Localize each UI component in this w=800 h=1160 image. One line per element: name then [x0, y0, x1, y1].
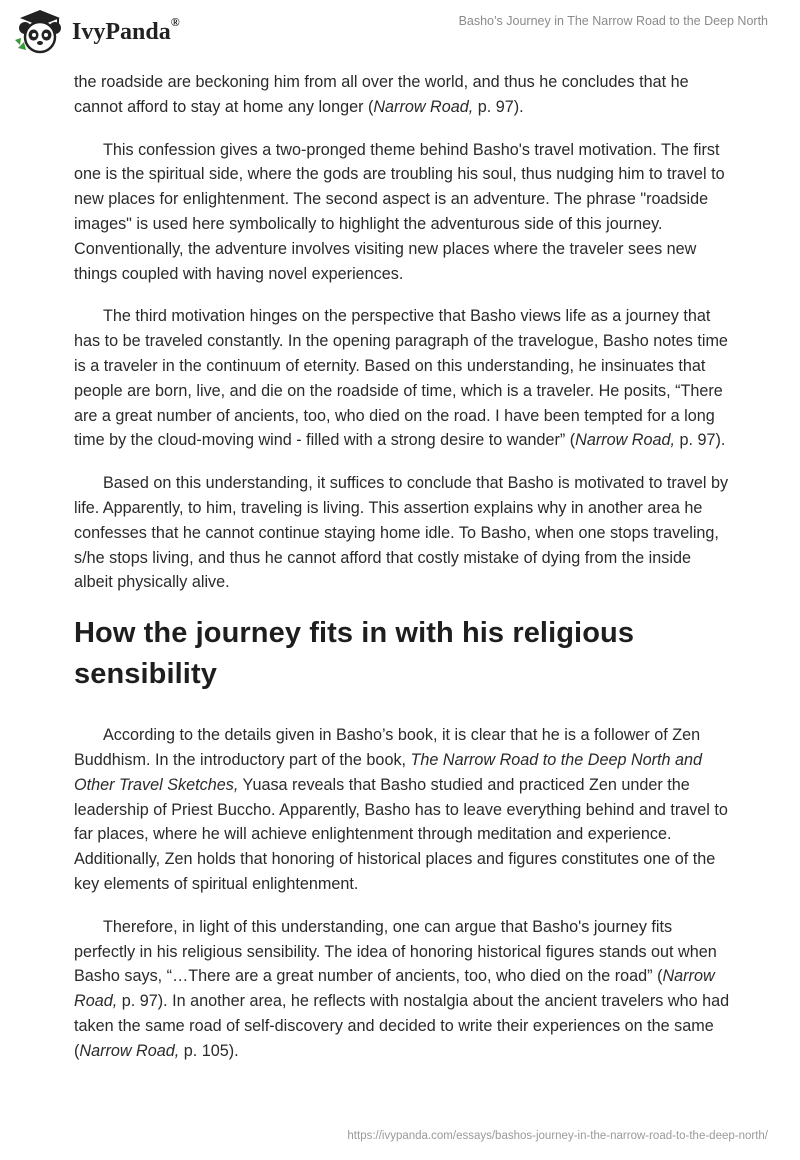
section-heading: How the journey fits in with his religious sensibility — [74, 617, 635, 691]
paragraph-6: Therefore, in light of this understanding, one can argue that Basho's journey fits perfectly in his religious sensibility. The idea of honoring historical figures stands out when Basho says, “…There are a great number of ancients, too, who died on the road” (Narrow Road, p. 97). In another area, he reflects with nostalgia about the ancient travelers who had taken the same road of self-discovery and decided to write their experiences on the same (Narrow Road, p. 105). — [74, 917, 730, 1060]
paragraph-2: This confession gives a two-pronged theme behind Basho's travel motivation. The first one is the spiritual side, where the gods are troubling his soul, thus nudging him to travel to new places for enlightenment. The second aspect is an adventure. The phrase "roadside images" is used here symbolically to highlight the adventurous side of this journey. Conventionally, the adventure involves visiting new places where the traveler sees new things coupled with having novel experiences. — [74, 140, 725, 283]
brand-name: IvyPanda® — [72, 14, 180, 45]
citation-title: Narrow Road, — [575, 431, 676, 450]
paragraph-5: According to the details given in Basho’s book, it is clear that he is a follower of Zen Buddhism. In the introductory part of the book, The Narrow Road to the Deep North and Other Travel Sketches, Yuasa reveals that Basho studied and practiced Zen under the leadership of Priest Buccho. Apparently, Basho has to leave everything behind and travel to far places, where he will achieve enlightenment through meditation and experience. Additionally, Zen holds that honoring of historical places and figures constitutes one of the key elements of spiritual enlightenment. — [74, 726, 728, 893]
citation-title: Narrow Road, — [373, 97, 474, 116]
page-header — [0, 0, 800, 70]
document-title: Basho’s Journey in The Narrow Road to the Deep North — [458, 14, 768, 28]
citation-title: Narrow Road, — [74, 967, 715, 1011]
paragraph-4: Based on this understanding, it suffices to conclude that Basho is motivated to travel by life. Apparently, to him, traveling is living. This assertion explains why in another area he confesses that he cannot continue staying home idle. To Basho, when one stops traveling, s/he stops living, and thus he cannot afford that costly mistake of dying from the inside albeit physically alive. — [74, 474, 729, 592]
registered-mark: ® — [170, 14, 180, 29]
paragraph-1: the roadside are beckoning him from all over the world, and thus he concludes that he cannot afford to stay at home any longer (Narrow Road, p. 97). — [74, 73, 689, 116]
essay-body — [74, 70, 734, 1082]
panda-logo-icon — [14, 8, 66, 54]
citation-title: Narrow Road, — [79, 1041, 180, 1060]
brand-logo[interactable] — [14, 8, 180, 54]
paragraph-3: The third motivation hinges on the perspective that Basho views life as a journey that has to be traveled constantly. In the opening paragraph of the travelogue, Basho notes time is a traveler in the continuum of eternity. Based on this understanding, he insinuates that people are born, live, and die on the roadside of time, which is a traveler. He posits, “There are a great number of ancients, too, who died on the road. I have been tempted for a long time by the cloud-moving wind - filled with a strong desire to wander” (Narrow Road, p. 97). — [74, 307, 728, 450]
book-title: The Narrow Road to the Deep North and Other Travel Sketches, — [74, 750, 703, 794]
source-url-link[interactable]: https://ivypanda.com/essays/bashos-journey-in-the-narrow-road-to-the-deep-north/ — [347, 1130, 768, 1142]
